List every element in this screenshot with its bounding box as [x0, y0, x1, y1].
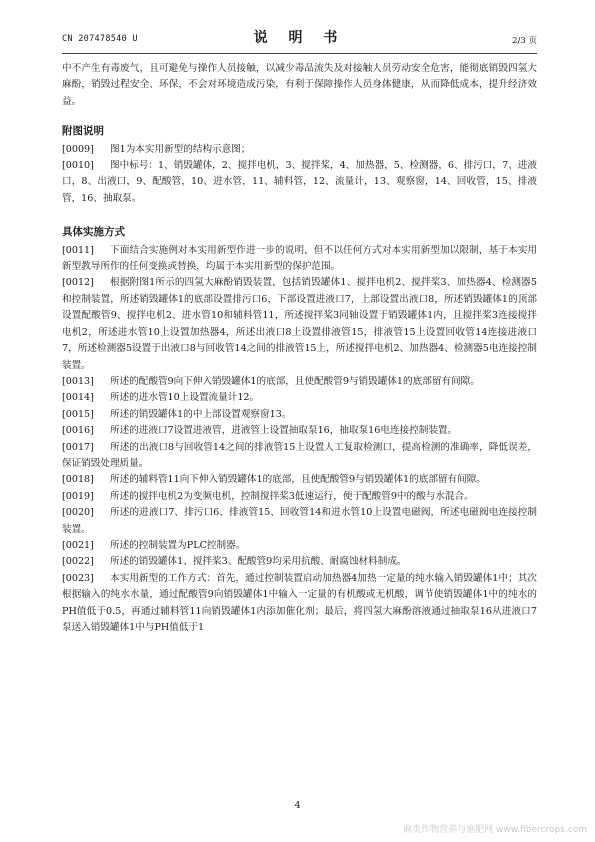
site-watermark: 麻类作物营养与施肥网 www.fibercrops.com	[403, 825, 587, 835]
paragraph-0010	[62, 158, 537, 207]
paragraph-0013	[62, 374, 537, 390]
patent-number: CN 207478540 U	[62, 34, 138, 44]
paragraph-tag: [0015]	[62, 408, 94, 420]
intro-paragraph: 中不产生有毒废气，且可避免与操作人员接触，以减少毒品流失及对接触人员劳动安全危害，能彻底销毁四氢大麻酚，销毁过程安全、环保，不会对环境造成污染，有利于保障操作人员身体健康，从而降低成本，提升经济效益。	[62, 63, 537, 107]
paragraph-text: 根据附图1所示的四氢大麻酚销毁装置，包括销毁罐体1、搅拌电机2、搅拌桨3、加热器4、检测器5和控制装置，所述销毁罐体1的底部设置排污口6，下部设置进液口7，上部设置出液口8，所述销毁罐体1的顶部设置配酸管9、搅拌电机2、进水管10和辅料管11，所述搅拌桨3同轴设置于销毁罐体1内，且搅拌桨3连接搅拌电机2，所述进水管10上设置加热器4，所述出液口8上设置排液管15，排液管15上设置回收管14连接进液口7，所述检测器5设置于出液口8与回收管14之间的排液管15上，所述搅拌电机2、加热器4、检测器5电连接控制装置。	[62, 277, 537, 371]
paragraph-0021	[62, 538, 537, 554]
page-header	[62, 26, 537, 52]
paragraph-text: 所述的搅拌电机2为变频电机，控制搅拌桨3低速运行，便于配酸管9中的酸与水混合。	[110, 490, 474, 502]
paragraph-text: 图1为本实用新型的结构示意图；	[110, 143, 251, 155]
paragraph-tag: [0010]	[62, 160, 94, 172]
paragraph-0015	[62, 407, 537, 423]
paragraph-tag: [0013]	[62, 375, 94, 387]
paragraph-tag: [0009]	[62, 143, 94, 155]
paragraph-tag: [0012]	[62, 277, 94, 289]
paragraph-text: 所述的控制装置为PLC控制器。	[110, 539, 246, 551]
paragraph-text: 所述的出液口8与回收管14之间的排液管15上设置人工复取检测口，提高检测的准确率，降低误差，保证销毁处理质量。	[62, 441, 537, 469]
paragraph-tag: [0017]	[62, 441, 94, 453]
paragraph-0012	[62, 275, 537, 373]
paragraph-0011	[62, 243, 537, 276]
paragraph-text: 图中标号：1、销毁罐体，2、搅拌电机，3、搅拌桨，4、加热器，5、检测器，6、排污口，7、进液口，8、出液口，9、配酸管，10、进水管，11、辅料管，12、流量计，13、观察窗，14、回收管，15、排液管，16、抽取泵。	[62, 160, 537, 204]
paragraph-text: 所述的进液口7、排污口6、排液管15、回收管14和进水管10上设置电磁阀，所述电磁阀电连接控制装置。	[62, 507, 537, 535]
paragraph-tag: [0014]	[62, 392, 94, 404]
paragraph-text: 所述的销毁罐体1、搅拌桨3、配酸管9均采用抗酸、耐腐蚀材料制成。	[110, 556, 407, 568]
paragraph-text: 下面结合实施例对本实用新型作进一步的说明，但不以任何方式对本实用新型加以限制，基于本实用新型教导所作的任何变换或替换，均属于本实用新型的保护范围。	[62, 244, 537, 273]
paragraph-0022	[62, 554, 537, 570]
paragraph-0009	[62, 142, 537, 158]
paragraph-0018	[62, 472, 537, 488]
paragraph-0019	[62, 489, 537, 505]
paragraph-text: 本实用新型的工作方式：首先，通过控制装置启动加热器4加热一定量的纯水输入销毁罐体1中；其次根据输入的纯水水量，通过配酸管9向销毁罐体1中输入一定量的有机酸或无机酸，调节使销毁罐体1中的纯水的PH值低于0.5，再通过辅料管11向销毁罐体1内添加催化剂；最后，将四氢大麻酚溶液通过抽取泵16从进液口7泵送入销毁罐体1中与PH值低于1	[62, 572, 537, 633]
paragraph-text: 所述的进水管10上设置流量计12。	[110, 392, 260, 404]
paragraph-tag: [0021]	[62, 539, 94, 551]
paragraph-tag: [0019]	[62, 490, 94, 502]
paragraph-text: 所述的辅料管11向下伸入销毁罐体1的底部，且使配酸管9与销毁罐体1的底部留有间隙。	[110, 474, 486, 486]
paragraph-text: 所述的进液口7设置进液管，进液管上设置抽取泵16，抽取泵16电连接控制装置。	[110, 425, 458, 437]
paragraph-tag: [0011]	[62, 244, 94, 256]
paragraph-0014	[62, 390, 537, 406]
paragraph-tag: [0022]	[62, 556, 94, 568]
page-number: 4	[294, 800, 301, 811]
paragraph-tag: [0018]	[62, 474, 94, 486]
paragraph-text: 所述的销毁罐体1的中上部设置观察窗13。	[110, 408, 292, 420]
document-body	[62, 61, 537, 636]
header-divider	[62, 53, 537, 54]
paragraph-text: 所述的配酸管9向下伸入销毁罐体1的底部，且使配酸管9与销毁罐体1的底部留有间隙。	[110, 375, 480, 387]
section-heading-embodiment: 具体实施方式	[62, 226, 125, 239]
paragraph-tag: [0016]	[62, 425, 94, 437]
section-heading-figures: 附图说明	[62, 125, 104, 138]
paragraph-0020	[62, 505, 537, 538]
paragraph-tag: [0023]	[62, 572, 94, 584]
document-title: 说 明 书	[253, 30, 346, 46]
paragraph-0023	[62, 571, 537, 637]
paragraph-0016	[62, 423, 537, 439]
paragraph-0017	[62, 440, 537, 473]
page-indicator: 2/3 页	[512, 36, 537, 46]
paragraph-tag: [0020]	[62, 507, 94, 519]
